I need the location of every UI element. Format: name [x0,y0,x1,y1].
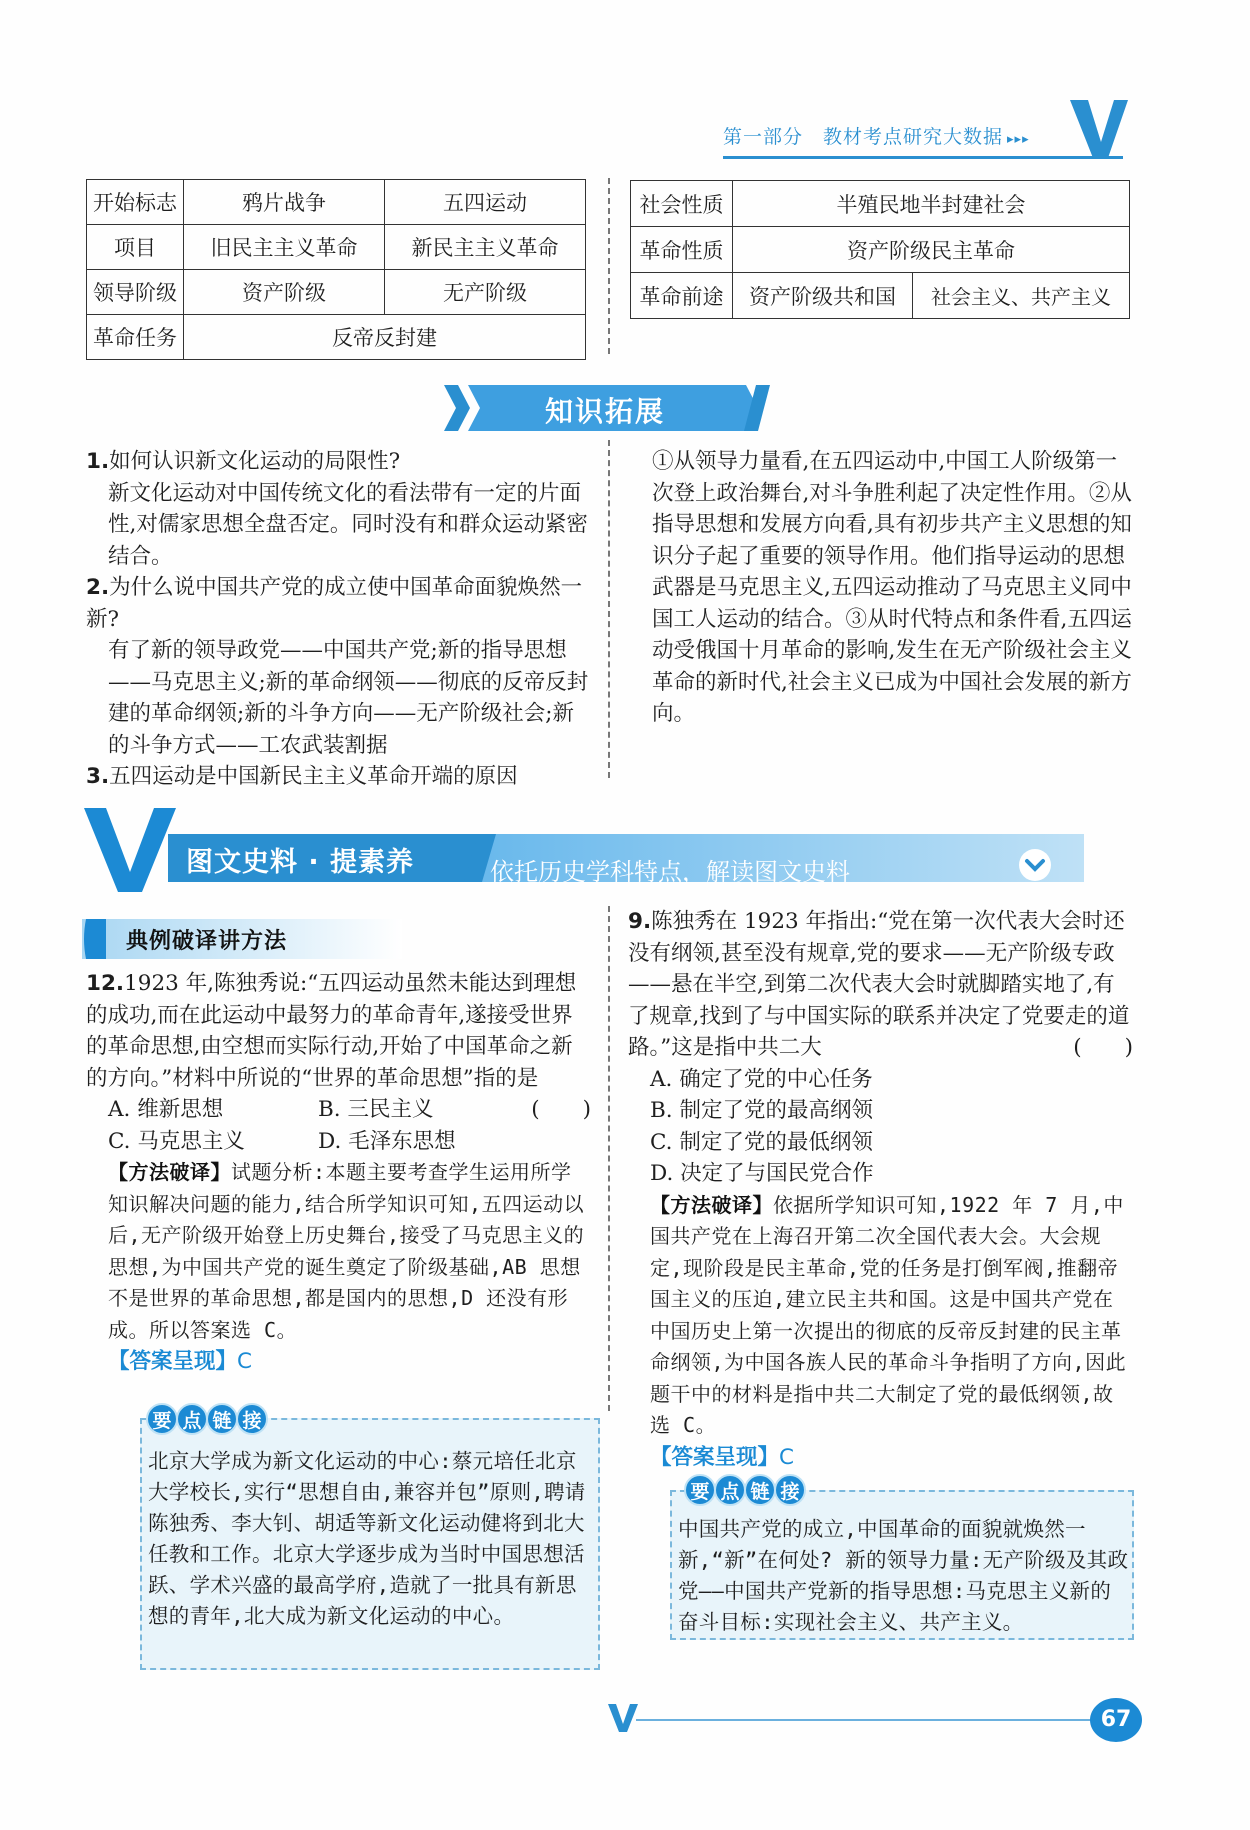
table-cell: 资产阶级共和国 [733,273,913,319]
knowledge-left-column [86,446,591,793]
question-3 [86,761,591,793]
table-cell: 旧民主主义革命 [184,225,385,270]
options-row [86,1094,531,1126]
question-number: 2. [86,575,110,600]
badge-char: 接 [236,1403,268,1435]
table-cell: 革命任务 [87,315,184,360]
revolution-nature-table [630,180,1130,319]
options-row [86,1126,591,1158]
question-text: 五四运动是中国新民主主义革命开端的原因 [109,764,518,789]
table-row [87,225,586,270]
header-rule [723,156,1123,159]
option-a: A. 维新思想 [108,1097,224,1122]
option-d: D. 决定了与国民党合作 [650,1161,874,1186]
method-analysis [86,1157,591,1346]
method-text: 依据所学知识可知,1922 年 7 月,中国共产党在上海召开第二次全国代表大会。大会规定,现阶段是民主革命,党的任务是打倒军阀,推翻帝国主义的压迫,建立民主共和国。这是中国共产党在中国历史上第一次提出的彻底的反帝反封建的民主革命纲领,为中国各族人民的革命斗争指明了方向,因此题干中的材料是指中共二大制定了党的最低纲领,故选 C。 [650,1192,1127,1437]
column-divider [608,906,610,1411]
question-number: 12. [86,971,125,996]
table-cell: 开始标志 [87,180,184,225]
table-cell: 社会性质 [631,181,733,227]
method-label: 【方法破译】 [108,1160,231,1184]
table-cell: 革命前途 [631,273,733,319]
footer-rule [636,1719,1104,1721]
badge-char: 接 [774,1474,806,1506]
badge-char: 要 [146,1403,178,1435]
table-row [631,273,1130,319]
chevron-down-icon [1018,848,1052,882]
answer-line [628,1442,1133,1474]
arrows-icon: ▸▸▸ [1007,132,1030,147]
table-row [87,180,586,225]
page-number: 67 [1090,1698,1142,1742]
answer-value: C [237,1349,253,1374]
column-divider [608,178,610,354]
question-number: 3. [86,764,110,789]
question-text: 陈独秀在 1923 年指出:“党在第一次代表大会时还没有纲领,甚至没有规章,党的要求——无产阶级专政——悬在半空,到第二次代表大会时就脚踏实地了,有了规章,找到了与中国实际的联系并决定了党要走的道路。”这是指中共二大 [628,909,1130,1060]
table-cell: 社会主义、共产主义 [912,273,1129,319]
option-b: B. 三民主义 [318,1097,434,1122]
table-row [631,227,1130,273]
keypoint-text: 中国共产党的成立,中国革命的面貌就焕然一新,“新”在何处? 新的领导力量:无产阶级及其政党——中国共产党新的指导思想:马克思主义新的奋斗目标:实现社会主义、共产主义。 [678,1517,1129,1634]
answer-label: 【答案呈现】 [650,1444,780,1470]
subheading-title: 典例破译讲方法 [126,929,288,954]
table-cell: 半殖民地半封建社会 [733,181,1130,227]
method-label: 【方法破译】 [650,1192,773,1217]
option-c: C. 制定了党的最低纲领 [650,1129,873,1155]
section-title: 图文史料 · 提素养 [186,847,415,878]
question-9 [628,906,1133,1473]
badge-char: 链 [744,1474,776,1506]
question-text: 1923 年,陈独秀说:“五四运动虽然未能达到理想的成功,而在此运动中最努力的革命青年,遂接受世界的革命思想,由空想而实际行动,开始了中国革命之新的方向。”材料中所说的“世界的革命思想”指的是 [86,971,577,1091]
option-b: B. 制定了党的最高纲领 [650,1098,873,1123]
answer-1: 新文化运动对中国传统文化的看法带有一定的片面性,对儒家思想全盘否定。同时没有和群众运动紧密结合。 [108,480,588,569]
knowledge-title: 知识拓展 [544,395,665,428]
part-header-text: 第一部分 教材考点研究大数据 [723,126,1004,148]
table-cell: 资产阶级 [184,270,385,315]
badge-char: 要 [684,1474,716,1506]
keypoint-text: 北京大学成为新文化运动的中心:蔡元培任北京大学校长,实行“思想自由,兼容并包”原则,聘请陈独秀、李大钊、胡适等新文化运动健将到北大任教和工作。北京大学逐步成为当时中国思想活跃、学术兴盛的最高学府,造就了一批具有新思想的青年,北大成为新文化运动的中心。 [148,1449,586,1628]
answer-label: 【答案呈现】 [108,1349,238,1374]
method-analysis [628,1190,1133,1442]
badge-char: 点 [714,1474,746,1506]
question-number: 9. [628,909,652,934]
badge-char: 链 [206,1403,238,1435]
answer-blank: ( ) [1073,1035,1133,1060]
table-cell: 鸦片战争 [184,180,385,225]
method-text: 试题分析:本题主要考查学生运用所学知识解决问题的能力,结合所学知识可知,五四运动以后,无产阶级开始登上历史舞台,接受了马克思主义的思想,为中国共产党的诞生奠定了阶级基础,AB 思想不是世界的革命思想,都是国内的思想,D 还没有形成。所以答案选 C。 [108,1160,585,1342]
question-stem [628,906,1133,1064]
keypoint-badge [684,1474,804,1506]
table-cell: 反帝反封建 [184,315,586,360]
badge-char: 点 [176,1403,208,1435]
answer-2: 有了新的领导政党——中国共产党;新的指导思想——马克思主义;新的革命纲领——彻底的反帝反封建的革命纲领;新的斗争方向——无产阶级社会;新的斗争方式——工农武装割据 [108,638,589,758]
table-cell: 革命性质 [631,227,733,273]
option-c: C. 马克思主义 [108,1128,245,1154]
keypoint-badge [146,1403,266,1435]
table-cell: 项目 [87,225,184,270]
section-subtitle: 依托历史学科特点，解读图文史料 [490,858,850,886]
table-row [87,315,586,360]
question-text: 为什么说中国共产党的成立使中国革命面貌焕然一新? [86,575,583,632]
table-cell: 无产阶级 [385,270,586,315]
revolution-compare-table [86,179,586,360]
answer-3: ①从领导力量看,在五四运动中,中国工人阶级第一次登上政治舞台,对斗争胜利起了决定性作用。②从指导思想和发展方向看,具有初步共产主义思想的知识分子起了重要的领导作用。他们指导运动的思想武器是马克思主义,五四运动推动了马克思主义同中国工人运动的结合。③从时代特点和条件看,五四运动受俄国十月革命的影响,发生在无产阶级社会主义革命的新时代,社会主义已成为中国社会发展的新方向。 [652,449,1132,726]
question-2 [86,572,591,635]
table-row [631,181,1130,227]
v-logo-icon [1068,96,1130,162]
answer-value: C [779,1444,795,1470]
column-divider [608,440,610,778]
table-cell: 领导阶级 [87,270,184,315]
table-row [87,270,586,315]
option-d: D. 毛泽东思想 [318,1128,456,1154]
part-header [723,122,1030,149]
answer-line [86,1346,591,1378]
question-12 [86,968,591,1378]
table-cell: 五四运动 [385,180,586,225]
question-number: 1. [86,449,110,474]
table-cell: 新民主主义革命 [385,225,586,270]
v-footer-icon [606,1700,640,1734]
table-cell: 资产阶级民主革命 [733,227,1130,273]
question-text: 如何认识新文化运动的局限性? [109,449,401,474]
option-a: A. 确定了党的中心任务 [650,1066,873,1092]
answer-blank: ( ) [531,1097,591,1122]
question-1 [86,446,591,478]
